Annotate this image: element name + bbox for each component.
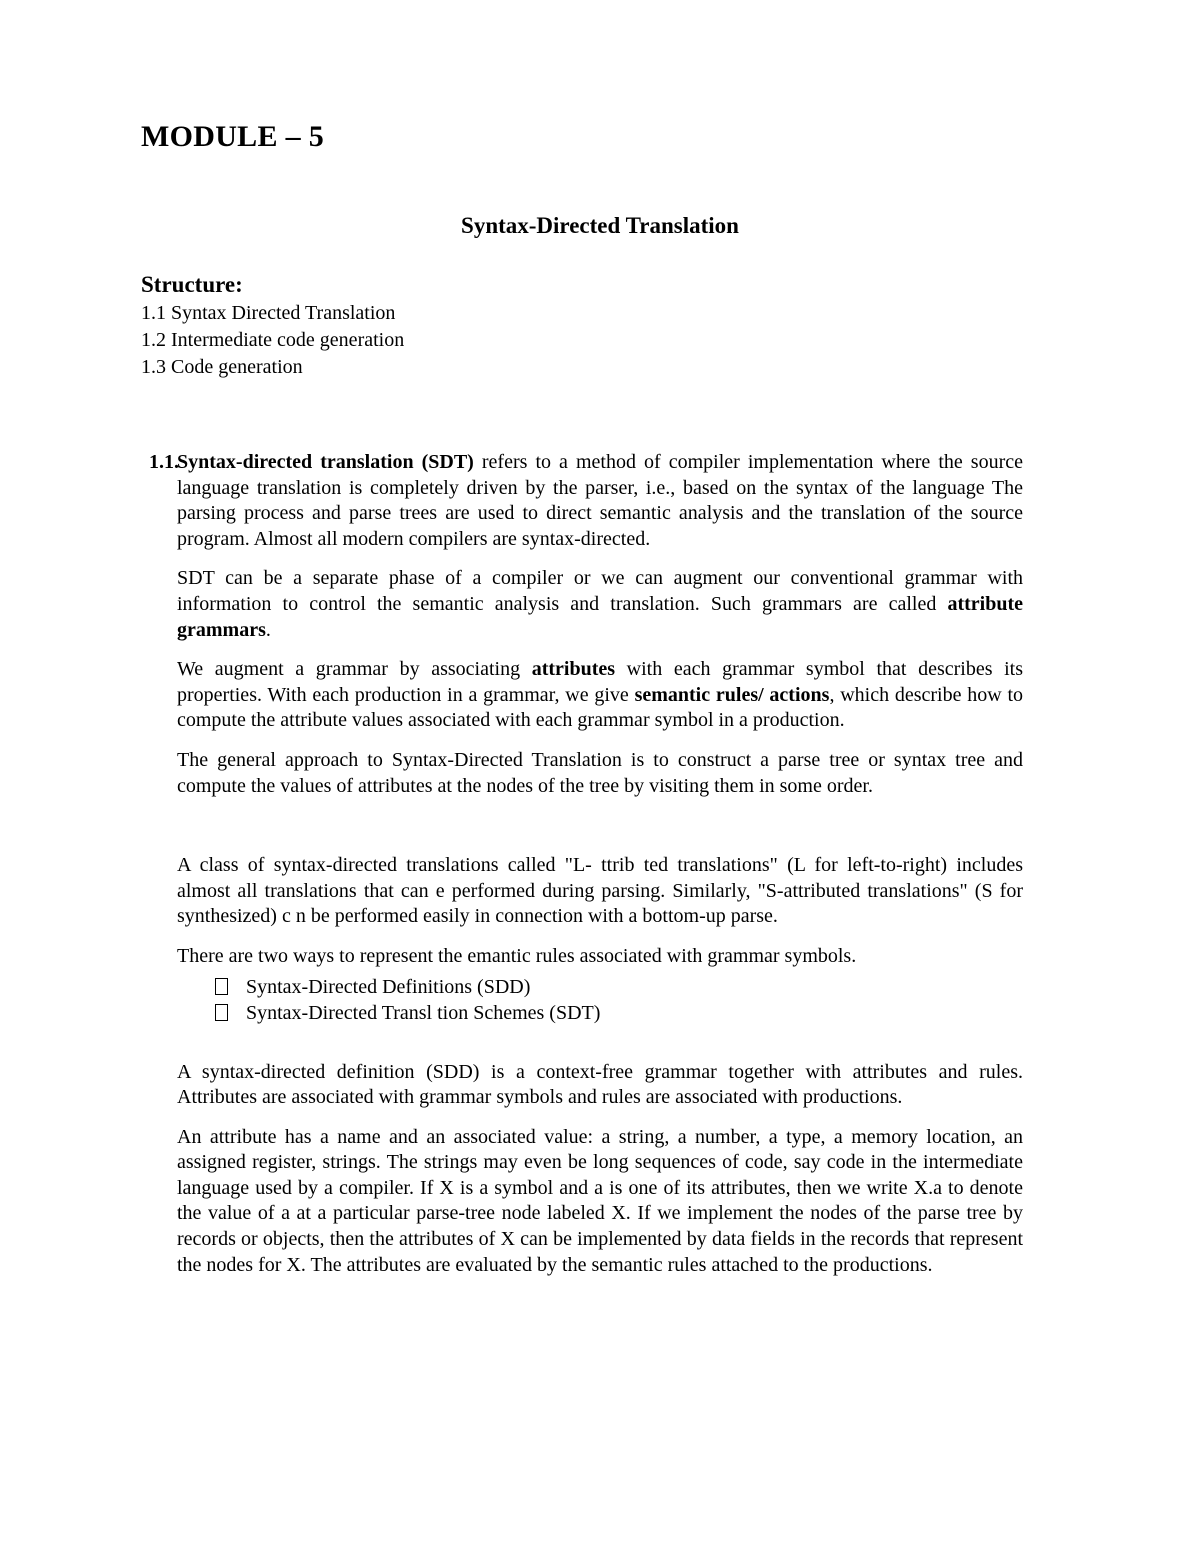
paragraph-attribute-values: An attribute has a name and an associated value: a string, a number, a type, a memory location, an assigned register, strings. The strings may even be long sequences of code, say code in the intermediate language used by a compiler. If X is a symbol and a is one of its attributes, then we write X.a to denote the value of a at a particular parse-tree node labeled X. If we implement the nodes of the parse tree by records or objects, then the attributes of X can be implemented by data fields in the records that represent the nodes for X. The attributes are evaluated by the semantic rules attached to the productions. xyxy=(177,1125,1023,1276)
term-attributes: attributes xyxy=(531,658,616,681)
spacer xyxy=(177,813,1023,853)
paragraph-text: We augment a grammar by associating xyxy=(177,658,532,681)
section-1-1 xyxy=(149,450,1024,1292)
document-title: Syntax-Directed Translation xyxy=(461,213,739,238)
structure-list xyxy=(141,300,404,381)
paragraph-text: refers to a method of compiler implementation where the source language translation is completely driven by the parser, i.e., based on the syntax of the language The parsing process and parse trees are used to direct semantic analysis and the translation of the source program. Almost all modern compilers are syntax-directed. xyxy=(177,451,1024,550)
paragraph-sdd-definition: A syntax-directed definition (SDD) is a context-free grammar together with attributes and rules. Attributes are associated with grammar symbols and rules are associated with productions. xyxy=(177,1060,1023,1109)
section-number: 1.1. xyxy=(149,451,179,473)
list-item-label: Syntax-Directed Definitions (SDD) xyxy=(246,975,531,998)
bullet-box-icon xyxy=(215,1004,228,1021)
paragraph-l-attributed: A class of syntax-directed translations called "L- ttrib ted translations" (L for left-to-right) includes almost all translations that can e performed during parsing. Similarly, "S-attributed translations" (S for synthesized) c n be performed easily in connection with a bottom-up parse. xyxy=(177,854,1023,928)
paragraph-text: SDT can be a separate phase of a compiler or we can augment our conventional grammar with information to control the semantic analysis and translation. Such grammars are called xyxy=(177,567,1023,615)
representation-list xyxy=(177,974,1023,1026)
paragraph-attribute-grammars xyxy=(177,566,1023,643)
paragraph-text: . xyxy=(265,618,271,641)
structure-item: 1.2 Intermediate code generation xyxy=(141,329,405,351)
term-attribute-grammars: attribute grammars xyxy=(177,592,1023,641)
list-item-label: Syntax-Directed Transl tion Schemes (SDT) xyxy=(246,1001,601,1024)
structure-block xyxy=(141,270,404,381)
spacer xyxy=(177,1026,1023,1060)
paragraph-general-approach: The general approach to Syntax-Directed Translation is to construct a parse tree or syntax tree and compute the values of attributes at the nodes of the tree by visiting them in some order. xyxy=(177,748,1023,797)
list-item xyxy=(177,1000,1023,1026)
paragraph-text: , which describe how to compute the attribute values associated with each grammar symbol in a production. xyxy=(177,683,1024,732)
paragraph-attributes xyxy=(177,657,1023,734)
structure-item: 1.1 Syntax Directed Translation xyxy=(141,302,396,324)
structure-heading: Structure: xyxy=(141,272,243,297)
list-item xyxy=(177,974,1023,1000)
term-semantic-rules: semantic rules/ actions xyxy=(634,683,830,706)
structure-item: 1.3 Code generation xyxy=(141,356,303,378)
bullet-box-icon xyxy=(215,978,228,995)
module-title: MODULE – 5 xyxy=(141,120,324,153)
term-sdt: Syntax-directed translation (SDT) xyxy=(177,451,474,473)
paragraph-sdt-definition xyxy=(177,450,1023,552)
paragraph-two-ways: There are two ways to represent the emantic rules associated with grammar symbols. xyxy=(177,944,857,967)
paragraph-text: with each grammar symbol that describes its properties. With each production in a grammar, we give xyxy=(177,658,1024,706)
